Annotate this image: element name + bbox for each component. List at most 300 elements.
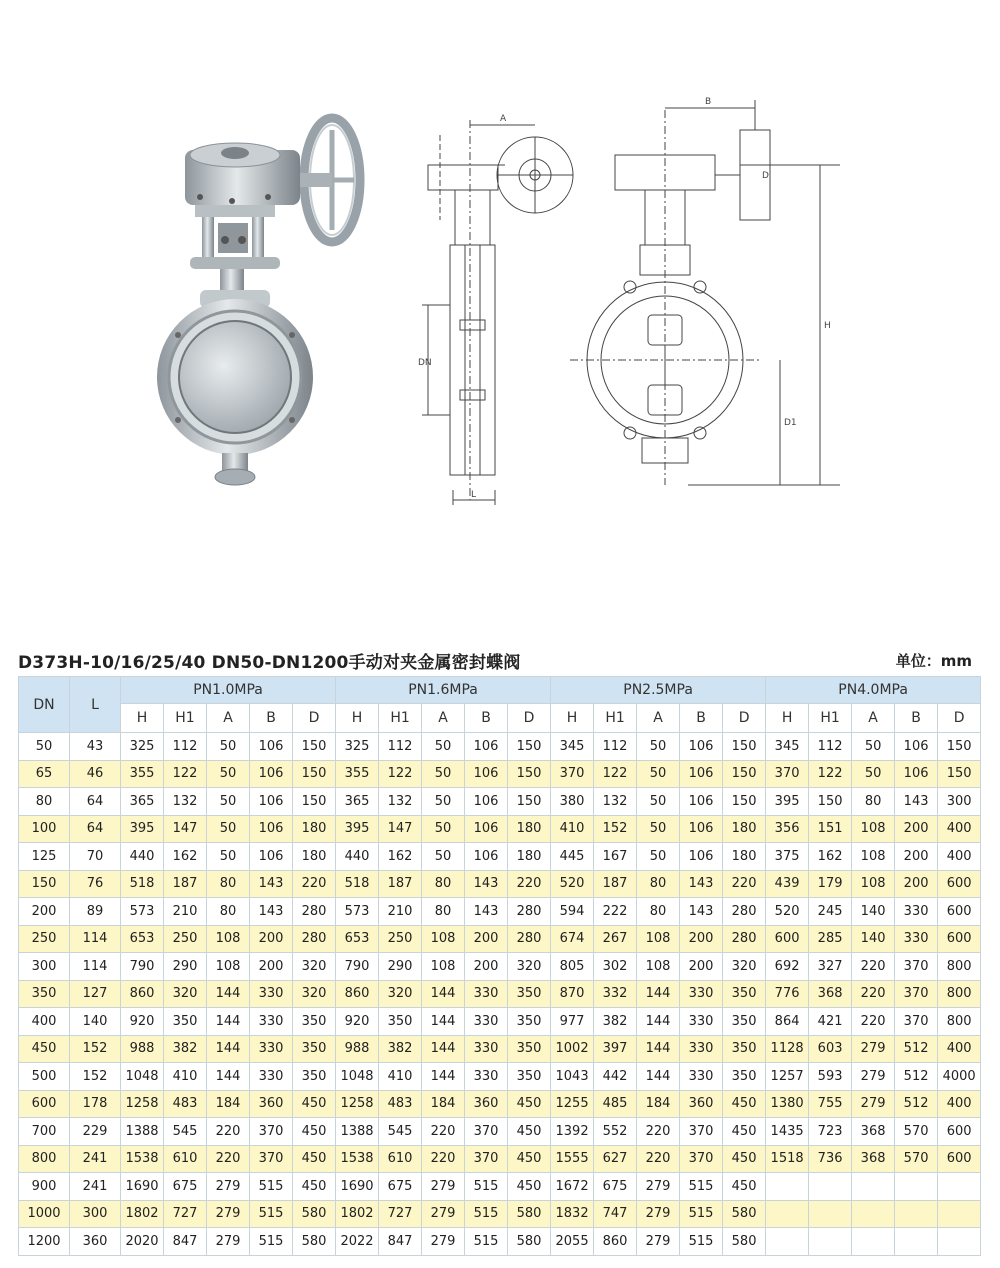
table-cell: 229 [70,1118,121,1146]
table-cell: 144 [422,1008,465,1036]
table-cell: 122 [379,760,422,788]
table-row [19,1008,981,1036]
table-cell: 147 [379,815,422,843]
table-cell: 241 [70,1173,121,1201]
table-cell: 515 [680,1173,723,1201]
table-cell: 50 [422,760,465,788]
table-cell: 395 [121,815,164,843]
table-cell: 594 [551,898,594,926]
table-cell: 285 [809,925,852,953]
table-cell: 184 [207,1090,250,1118]
table-cell: 280 [723,898,766,926]
table-cell: 370 [680,1118,723,1146]
table-cell: 320 [164,980,207,1008]
table-cell: 450 [293,1118,336,1146]
table-cell: 1672 [551,1173,594,1201]
table-cell: 150 [293,733,336,761]
table-cell: 1258 [121,1090,164,1118]
table-cell: 290 [164,953,207,981]
table-cell: 144 [422,1035,465,1063]
table-cell: 50 [207,788,250,816]
table-cell: 320 [293,980,336,1008]
table-cell: 1802 [336,1200,379,1228]
table-cell: 180 [508,815,551,843]
table-cell: 150 [508,760,551,788]
table-cell: 330 [680,980,723,1008]
table-cell: 977 [551,1008,594,1036]
table-cell: 180 [508,843,551,871]
table-cell: 200 [680,953,723,981]
table-cell: 397 [594,1035,637,1063]
table-cell: 179 [809,870,852,898]
table-cell: 122 [809,760,852,788]
table-row [19,1035,981,1063]
table-cell: 220 [852,953,895,981]
table-cell: 800 [938,1008,981,1036]
table-cell: 50 [637,760,680,788]
table-cell: 143 [680,870,723,898]
table-cell: 200 [465,925,508,953]
table-cell [938,1228,981,1256]
table-cell: 64 [70,788,121,816]
table-cell: 150 [293,788,336,816]
table-cell: 279 [422,1173,465,1201]
table-cell: 143 [465,898,508,926]
table-cell: 1802 [121,1200,164,1228]
table-cell: 450 [508,1173,551,1201]
table-cell: 395 [336,815,379,843]
table-cell: 345 [551,733,594,761]
table-cell: 162 [809,843,852,871]
table-cell: 1048 [121,1063,164,1091]
table-cell: 360 [680,1090,723,1118]
table-cell: 80 [422,870,465,898]
table-cell: 1832 [551,1200,594,1228]
table-row [19,760,981,788]
table-cell: 1000 [19,1200,70,1228]
header-subcol: B [250,704,293,733]
table-cell: 360 [70,1228,121,1256]
table-cell: 320 [508,953,551,981]
table-cell: 350 [293,1008,336,1036]
table-cell: 250 [164,925,207,953]
table-cell: 184 [637,1090,680,1118]
table-cell: 573 [336,898,379,926]
table-row [19,1090,981,1118]
table-cell: 220 [852,980,895,1008]
table-cell: 50 [207,843,250,871]
table-cell [938,1173,981,1201]
table-cell: 132 [164,788,207,816]
table-cell: 847 [164,1228,207,1256]
table-cell: 330 [465,980,508,1008]
table-cell: 220 [207,1145,250,1173]
table-cell: 220 [508,870,551,898]
table-cell: 180 [293,843,336,871]
table-cell: 50 [422,788,465,816]
table-cell: 108 [207,925,250,953]
table-cell: 382 [164,1035,207,1063]
table-cell [809,1173,852,1201]
valve-technical-drawing [410,90,840,520]
table-cell: 360 [465,1090,508,1118]
table-cell: 112 [379,733,422,761]
table-cell: 144 [637,1008,680,1036]
table-cell: 106 [250,843,293,871]
table-cell: 700 [19,1118,70,1146]
table-cell: 80 [852,788,895,816]
table-cell: 692 [766,953,809,981]
table-row [19,1145,981,1173]
table-cell: 776 [766,980,809,1008]
table-cell: 50 [637,733,680,761]
table-cell: 220 [852,1008,895,1036]
table-cell: 1048 [336,1063,379,1091]
table-row [19,1063,981,1091]
table-cell: 46 [70,760,121,788]
table-row [19,815,981,843]
table-cell: 518 [336,870,379,898]
header-subcol: H [336,704,379,733]
table-cell: 350 [164,1008,207,1036]
table-cell: 267 [594,925,637,953]
header-subcol: A [852,704,895,733]
table-cell: 325 [121,733,164,761]
table-cell: 143 [250,870,293,898]
table-cell: 450 [293,1090,336,1118]
table-cell: 600 [938,925,981,953]
dim-label-dn: DN [418,358,432,368]
header-subcol: H [766,704,809,733]
table-cell: 80 [19,788,70,816]
table-cell: 382 [379,1035,422,1063]
table-cell: 382 [594,1008,637,1036]
table-row [19,1200,981,1228]
table-cell: 410 [551,815,594,843]
table-cell: 250 [19,925,70,953]
table-cell: 65 [19,760,70,788]
table-cell: 920 [121,1008,164,1036]
table-cell: 370 [895,1008,938,1036]
table-cell: 370 [250,1118,293,1146]
table-cell: 50 [852,733,895,761]
table-cell: 220 [207,1118,250,1146]
table-cell: 450 [723,1118,766,1146]
table-cell: 50 [207,760,250,788]
table-cell: 167 [594,843,637,871]
header-subcol: A [207,704,250,733]
table-cell: 220 [637,1145,680,1173]
table-cell: 50 [207,733,250,761]
table-cell: 515 [465,1173,508,1201]
table-cell: 150 [508,733,551,761]
table-cell: 330 [680,1035,723,1063]
table-cell: 80 [637,898,680,926]
table-cell: 106 [250,788,293,816]
table-cell: 290 [379,953,422,981]
table-cell: 860 [336,980,379,1008]
table-cell: 356 [766,815,809,843]
table-cell: 350 [723,1035,766,1063]
table-cell: 410 [164,1063,207,1091]
table-cell: 610 [379,1145,422,1173]
table-cell: 64 [70,815,121,843]
table-cell: 132 [594,788,637,816]
table-cell: 330 [895,898,938,926]
table-cell: 450 [293,1173,336,1201]
table-cell: 1392 [551,1118,594,1146]
table-cell: 106 [250,760,293,788]
table-cell: 280 [293,925,336,953]
table-cell: 112 [809,733,852,761]
table-cell: 330 [250,1008,293,1036]
table-cell: 365 [121,788,164,816]
table-cell: 450 [508,1145,551,1173]
header-subcol: B [895,704,938,733]
table-cell: 151 [809,815,852,843]
header-subcol: B [465,704,508,733]
table-cell: 144 [422,1063,465,1091]
table-cell: 108 [207,953,250,981]
table-cell: 112 [164,733,207,761]
table-cell: 1128 [766,1035,809,1063]
table-cell: 50 [422,815,465,843]
table-cell: 150 [938,760,981,788]
header-group: PN2.5MPa [551,677,766,704]
table-cell: 368 [852,1118,895,1146]
table-cell: 150 [938,733,981,761]
table-cell: 150 [293,760,336,788]
table-cell: 675 [164,1173,207,1201]
table-cell: 279 [207,1228,250,1256]
table-cell: 280 [508,925,551,953]
table-cell: 279 [207,1200,250,1228]
table-cell: 200 [895,815,938,843]
table-cell: 450 [723,1173,766,1201]
table-cell: 515 [250,1173,293,1201]
table-cell: 370 [465,1118,508,1146]
table-cell: 450 [723,1145,766,1173]
table-cell: 106 [895,733,938,761]
table-row [19,953,981,981]
table-cell: 162 [379,843,422,871]
table-cell: 370 [680,1145,723,1173]
table-cell: 410 [379,1063,422,1091]
table-cell: 370 [895,980,938,1008]
table-cell: 445 [551,843,594,871]
table-cell: 870 [551,980,594,1008]
table-cell: 280 [723,925,766,953]
table-cell: 89 [70,898,121,926]
table-cell: 450 [508,1090,551,1118]
table-cell: 50 [637,843,680,871]
table-cell: 108 [852,843,895,871]
table-cell: 400 [938,815,981,843]
header-subcol: A [422,704,465,733]
table-cell: 440 [336,843,379,871]
table-cell: 143 [680,898,723,926]
table-cell: 345 [766,733,809,761]
table-cell: 485 [594,1090,637,1118]
table-cell: 674 [551,925,594,953]
table-cell: 330 [465,1008,508,1036]
table-row [19,1228,981,1256]
table-cell: 50 [852,760,895,788]
header-subcol: H [551,704,594,733]
table-cell: 350 [379,1008,422,1036]
table-cell: 4000 [938,1063,981,1091]
table-cell: 800 [938,980,981,1008]
table-cell: 80 [207,870,250,898]
table-cell: 112 [594,733,637,761]
table-cell: 580 [508,1200,551,1228]
table-cell: 755 [809,1090,852,1118]
table-cell: 395 [766,788,809,816]
table-cell: 106 [465,815,508,843]
table-cell: 50 [19,733,70,761]
table-cell: 518 [121,870,164,898]
table-cell: 325 [336,733,379,761]
table-cell: 150 [19,870,70,898]
table-cell [852,1228,895,1256]
table-cell: 106 [465,788,508,816]
table-cell [809,1200,852,1228]
table-cell: 106 [895,760,938,788]
header-l: L [70,677,121,733]
table-cell: 220 [723,870,766,898]
table-cell: 1200 [19,1228,70,1256]
table-cell: 114 [70,925,121,953]
table-cell: 320 [379,980,422,1008]
table-cell: 200 [465,953,508,981]
table-cell: 108 [852,815,895,843]
table-cell: 180 [293,815,336,843]
table-cell: 330 [250,1035,293,1063]
table-cell: 727 [164,1200,207,1228]
table-cell: 355 [121,760,164,788]
table-cell: 80 [207,898,250,926]
dim-label-b: B [705,97,712,107]
table-cell: 330 [680,1063,723,1091]
table-cell: 330 [250,1063,293,1091]
table-cell [852,1200,895,1228]
header-subcol: H [121,704,164,733]
table-cell: 280 [293,898,336,926]
table-row [19,870,981,898]
table-row [19,1173,981,1201]
table-cell: 144 [422,980,465,1008]
table-cell: 864 [766,1008,809,1036]
table-cell: 108 [422,925,465,953]
table-cell: 350 [723,1008,766,1036]
header-subcol: D [293,704,336,733]
table-cell: 330 [680,1008,723,1036]
table-cell: 144 [637,980,680,1008]
table-cell: 144 [207,1063,250,1091]
table-cell: 350 [508,980,551,1008]
table-cell: 108 [422,953,465,981]
table-cell: 603 [809,1035,852,1063]
table-cell: 1380 [766,1090,809,1118]
table-cell: 50 [422,733,465,761]
title-row [18,648,980,672]
table-cell: 1255 [551,1090,594,1118]
table-cell: 108 [637,953,680,981]
table-cell: 178 [70,1090,121,1118]
table-cell: 1690 [336,1173,379,1201]
header-subcol: H1 [594,704,637,733]
table-cell: 106 [465,760,508,788]
header-group: PN1.6MPa [336,677,551,704]
table-cell: 400 [938,1090,981,1118]
table-cell: 350 [293,1063,336,1091]
table-cell: 220 [637,1118,680,1146]
table-cell [766,1200,809,1228]
table-cell: 108 [637,925,680,953]
header-subcol: H1 [809,704,852,733]
table-cell: 144 [207,980,250,1008]
table-cell: 106 [465,733,508,761]
table-cell: 150 [723,760,766,788]
table-cell: 450 [508,1118,551,1146]
table-cell: 610 [164,1145,207,1173]
table-cell: 368 [809,980,852,1008]
table-cell: 279 [422,1228,465,1256]
table-cell: 187 [594,870,637,898]
table-cell [895,1228,938,1256]
table-cell: 2020 [121,1228,164,1256]
table-cell: 241 [70,1145,121,1173]
table-cell: 675 [594,1173,637,1201]
table-cell: 152 [594,815,637,843]
table-cell: 144 [207,1035,250,1063]
table-cell [895,1173,938,1201]
header-subcol: A [637,704,680,733]
table-cell: 790 [121,953,164,981]
header-group: PN1.0MPa [121,677,336,704]
table-cell: 106 [680,815,723,843]
table-cell: 122 [594,760,637,788]
table-cell: 50 [422,843,465,871]
table-cell: 279 [637,1173,680,1201]
table-cell [938,1200,981,1228]
table-cell: 106 [465,843,508,871]
table-cell: 500 [19,1063,70,1091]
table-cell: 330 [250,980,293,1008]
table-cell: 200 [19,898,70,926]
table-cell: 140 [70,1008,121,1036]
table-cell: 279 [207,1173,250,1201]
table-cell: 988 [336,1035,379,1063]
table-cell: 570 [895,1118,938,1146]
table-cell: 400 [19,1008,70,1036]
table-cell: 350 [508,1008,551,1036]
table-cell: 1388 [121,1118,164,1146]
table-cell: 515 [680,1228,723,1256]
table-cell: 1435 [766,1118,809,1146]
table-cell: 653 [121,925,164,953]
table-cell: 210 [379,898,422,926]
table-cell: 302 [594,953,637,981]
table-cell: 184 [422,1090,465,1118]
table-cell: 279 [852,1035,895,1063]
header-subcol: H1 [379,704,422,733]
table-cell: 106 [680,733,723,761]
table-cell: 108 [852,870,895,898]
table-cell: 350 [508,1063,551,1091]
table-cell: 421 [809,1008,852,1036]
table-row [19,898,981,926]
